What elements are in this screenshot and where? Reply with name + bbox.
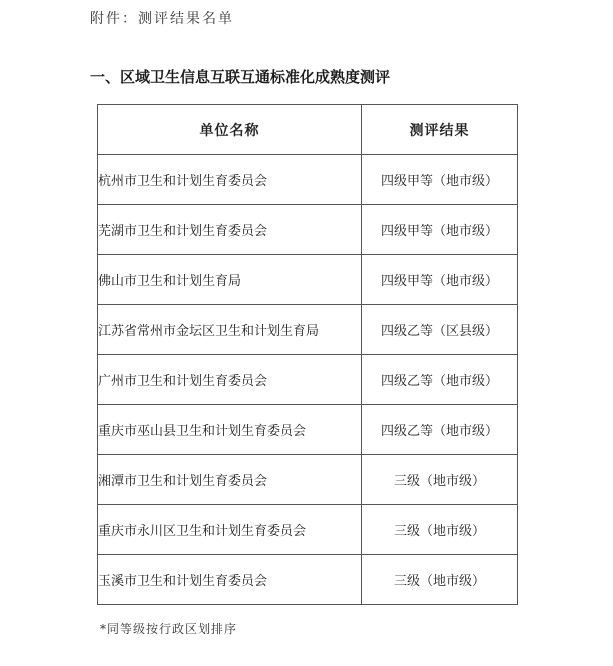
results-table — [97, 104, 518, 605]
result-cell: 四级甲等（地市级） — [362, 255, 518, 305]
unit-name-cell: 芜湖市卫生和计划生育委员会 — [98, 205, 362, 255]
result-header: 测评结果 — [362, 105, 518, 155]
result-cell: 四级乙等（区县级） — [362, 305, 518, 355]
unit-name-cell: 江苏省常州市金坛区卫生和计划生育局 — [98, 305, 362, 355]
footnote: *同等级按行政区划排序 — [100, 622, 238, 636]
table-row — [98, 355, 518, 405]
unit-name-cell: 玉溪市卫生和计划生育委员会 — [98, 555, 362, 605]
table-row — [98, 305, 518, 355]
table-row — [98, 155, 518, 205]
result-cell: 四级乙等（地市级） — [362, 355, 518, 405]
table-header-row — [98, 105, 518, 155]
result-cell: 四级乙等（地市级） — [362, 405, 518, 455]
result-cell: 四级甲等（地市级） — [362, 205, 518, 255]
result-cell: 四级甲等（地市级） — [362, 155, 518, 205]
attachment-label: 附件：测评结果名单 — [90, 11, 234, 27]
unit-name-cell: 广州市卫生和计划生育委员会 — [98, 355, 362, 405]
unit-name-cell: 佛山市卫生和计划生育局 — [98, 255, 362, 305]
table-row — [98, 505, 518, 555]
section-heading: 一、区域卫生信息互联互通标准化成熟度测评 — [90, 68, 391, 86]
unit-name-cell: 湘潭市卫生和计划生育委员会 — [98, 455, 362, 505]
table-row — [98, 555, 518, 605]
table-row — [98, 455, 518, 505]
result-cell: 三级（地市级） — [362, 555, 518, 605]
table-row — [98, 205, 518, 255]
table-row — [98, 405, 518, 455]
unit-name-header: 单位名称 — [98, 105, 362, 155]
unit-name-cell: 杭州市卫生和计划生育委员会 — [98, 155, 362, 205]
result-cell: 三级（地市级） — [362, 505, 518, 555]
unit-name-cell: 重庆市巫山县卫生和计划生育委员会 — [98, 405, 362, 455]
table-row — [98, 255, 518, 305]
unit-name-cell: 重庆市永川区卫生和计划生育委员会 — [98, 505, 362, 555]
result-cell: 三级（地市级） — [362, 455, 518, 505]
